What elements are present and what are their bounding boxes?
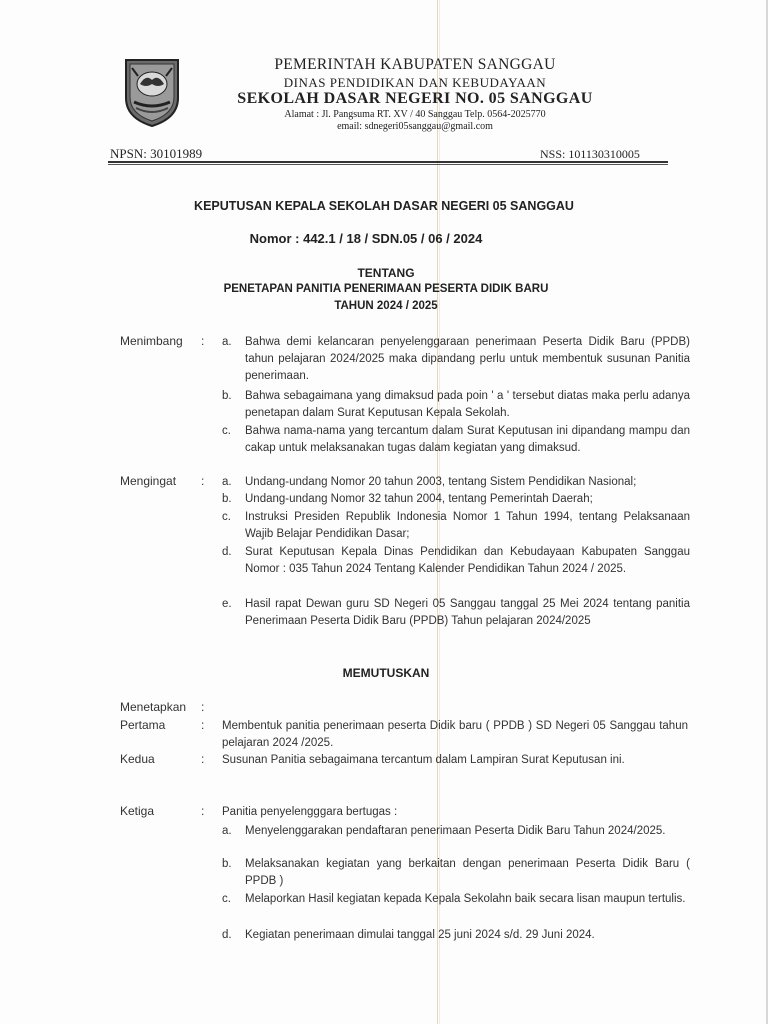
item-text: Bahwa nama-nama yang tercantum dalam Surat Keputusan ini dipandang mampu dan cakap untuk melaksanakan tugas dalam kegiatan yang dimaksud. <box>245 425 690 454</box>
letterhead-email: email: sdnegeri05sanggau@gmail.com <box>337 121 493 132</box>
kedua-text: Susunan Panitia sebagaimana tercantum dalam Lampiran Surat Keputusan ini. <box>222 754 625 766</box>
decree-year: TAHUN 2024 / 2025 <box>334 300 438 312</box>
item-letter: b. <box>222 858 232 870</box>
item-letter: d. <box>222 546 232 558</box>
menetapkan-label: Menetapkan <box>120 700 187 714</box>
ketiga-item <box>222 927 690 944</box>
letterhead-school-name: SEKOLAH DASAR NEGERI NO. 05 SANGGAU <box>237 90 593 107</box>
mengingat-item <box>222 509 690 543</box>
pertama-label: Pertama <box>120 718 166 732</box>
menimbang-colon: : <box>201 334 205 348</box>
memutuskan-heading: MEMUTUSKAN <box>342 666 430 680</box>
ketiga-item <box>222 856 690 890</box>
menetapkan-colon: : <box>201 700 205 714</box>
letterhead-department: DINAS PENDIDIKAN DAN KEBUDAYAAN <box>283 75 547 90</box>
decree-title: KEPUTUSAN KEPALA SEKOLAH DASAR NEGERI 05 SANGGAU <box>194 199 574 213</box>
pertama-colon: : <box>201 718 205 732</box>
kabupaten-emblem-icon <box>120 54 184 128</box>
item-text: Undang-undang Nomor 32 tahun 2004, tentang Pemerintah Daerah; <box>245 493 593 505</box>
item-letter: c. <box>222 511 231 523</box>
item-text: Bahwa sebagaimana yang dimaksud pada poin ' a ' tersebut diatas maka perlu adanya penetapan dalam Surat Keputusan Kepala Sekolah. <box>245 390 690 419</box>
item-text: Instruksi Presiden Republik Indonesia Nomor 1 Tahun 1994, tentang Pelaksanaan Wajib Belajar Pendidikan Dasar; <box>245 511 690 540</box>
item-text: Hasil rapat Dewan guru SD Negeri 05 Sanggau tanggal 25 Mei 2024 tentang panitia Penerimaan Peserta Didik Baru (PPDB) Tahun pelajaran 2024/2025 <box>245 598 690 627</box>
item-text: Bahwa demi kelancaran penyelenggaraan penerimaan Peserta Didik Baru (PPDB) tahun pelajaran 2024/2025 maka dipandang perlu untuk membentuk susunan Panitia penerimaan. <box>245 336 690 382</box>
item-text: Melaporkan Hasil kegiatan kepada Kepala Sekolahn baik secara lisan maupun tertulis. <box>245 893 686 905</box>
item-letter: e. <box>222 598 232 610</box>
menimbang-item <box>222 334 690 385</box>
item-letter: c. <box>222 893 231 905</box>
decree-subject: PENETAPAN PANITIA PENERIMAAN PESERTA DIDIK BARU <box>223 283 549 295</box>
menimbang-label: Menimbang <box>120 334 183 348</box>
mengingat-item <box>222 491 690 508</box>
mengingat-item <box>222 544 690 578</box>
item-text: Kegiatan penerimaan dimulai tanggal 25 juni 2024 s/d. 29 Juni 2024. <box>245 929 595 941</box>
item-letter: b. <box>222 493 232 505</box>
kedua-colon: : <box>201 752 205 766</box>
mengingat-item <box>222 596 690 630</box>
item-letter: a. <box>222 336 232 348</box>
item-text: Surat Keputusan Kepala Dinas Pendidikan dan Kebudayaan Kabupaten Sanggau Nomor : 035 Tahun 2024 Tentang Kalender Pendidikan Tahun 2024 / 2025. <box>245 546 690 575</box>
item-letter: c. <box>222 425 231 437</box>
pertama-text: Membentuk panitia penerimaan peserta Didik baru ( PPDB ) SD Negeri 05 Sanggau tahun pelajaran 2024 /2025. <box>222 720 688 749</box>
letterhead-rule <box>108 161 668 163</box>
item-letter: b. <box>222 390 232 402</box>
item-text: Menyelenggarakan pendaftaran penerimaan Peserta Didik Baru Tahun 2024/2025. <box>245 825 666 837</box>
nss-number: NSS: 101130310005 <box>540 147 640 161</box>
letterhead-government: PEMERINTAH KABUPATEN SANGGAU <box>274 56 556 73</box>
tentang-heading: TENTANG <box>357 266 415 280</box>
ketiga-label: Ketiga <box>120 804 155 818</box>
menimbang-item <box>222 423 690 457</box>
mengingat-colon: : <box>201 474 205 488</box>
menimbang-item <box>222 388 690 422</box>
item-text: Melaksanakan kegiatan yang berkaitan dengan penerimaan Peserta Didik Baru ( PPDB ) <box>245 858 690 887</box>
item-letter: d. <box>222 929 232 941</box>
ketiga-item <box>222 823 690 840</box>
mengingat-label: Mengingat <box>120 474 177 488</box>
item-text: Undang-undang Nomor 20 tahun 2003, tentang Sistem Pendidikan Nasional; <box>245 476 637 488</box>
ketiga-colon: : <box>201 804 205 818</box>
item-letter: a. <box>222 476 232 488</box>
npsn-number: NPSN: 30101989 <box>110 146 203 161</box>
letterhead-address: Alamat : Jl. Pangsuma RT. XV / 40 Sanggau Telp. 0564-2025770 <box>284 109 546 120</box>
letterhead-rule-thin <box>108 164 668 165</box>
decree-number: Nomor : 442.1 / 18 / SDN.05 / 06 / 2024 <box>249 231 483 246</box>
item-letter: a. <box>222 825 232 837</box>
mengingat-item <box>222 474 690 491</box>
ketiga-item <box>222 891 690 908</box>
kedua-label: Kedua <box>120 752 155 766</box>
ketiga-intro: Panitia penyelengggara bertugas : <box>222 806 398 818</box>
